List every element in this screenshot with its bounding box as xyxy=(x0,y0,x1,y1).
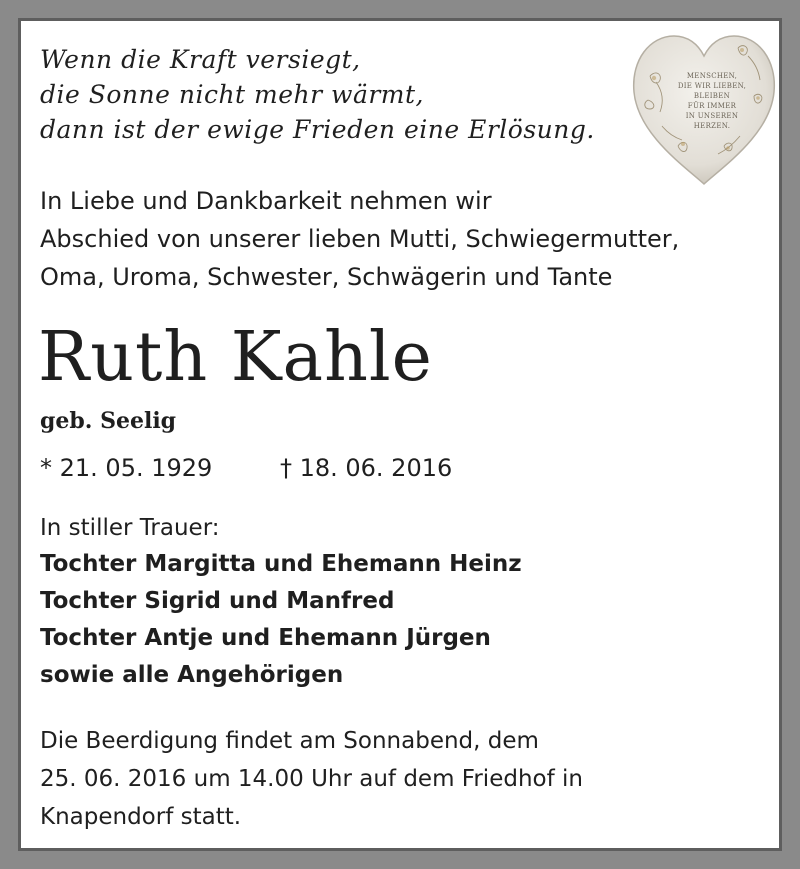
intro-line: Abschied von unserer lieben Mutti, Schwiegermutter, xyxy=(40,225,680,253)
heart-inscription: HERZEN. xyxy=(693,122,731,130)
poem-line: Wenn die Kraft versiegt, xyxy=(40,45,361,74)
mourner: sowie alle Angehörigen xyxy=(40,662,344,688)
deceased-name: Ruth Kahle xyxy=(38,318,433,397)
heart-inscription: DIE WIR LIEBEN, xyxy=(677,82,747,90)
funeral-line: 25. 06. 2016 um 14.00 Uhr auf dem Friedhof in xyxy=(40,766,583,792)
death-date: † 18. 06. 2016 xyxy=(279,454,453,482)
funeral-line: Knapendorf statt. xyxy=(40,804,242,830)
poem xyxy=(40,42,595,147)
mourner: Tochter Margitta und Ehemann Heinz xyxy=(40,551,522,577)
mourners-list xyxy=(40,546,522,694)
heart-stone-image xyxy=(628,26,780,188)
mourning-label: In stiller Trauer: xyxy=(40,515,220,541)
mourner: Tochter Sigrid und Manfred xyxy=(40,588,395,614)
life-dates xyxy=(40,450,452,486)
heart-inscription: BLEIBEN xyxy=(693,92,731,100)
birth-date: * 21. 05. 1929 xyxy=(40,454,213,482)
mourner: Tochter Antje und Ehemann Jürgen xyxy=(40,625,491,651)
maiden-name: geb. Seelig xyxy=(40,408,177,434)
poem-line: die Sonne nicht mehr wärmt, xyxy=(40,80,425,109)
heart-inscription: MENSCHEN, xyxy=(686,72,738,80)
heart-inscription: FÜR IMMER xyxy=(687,102,737,110)
intro-text xyxy=(40,182,679,296)
funeral-info xyxy=(40,722,583,836)
intro-line: Oma, Uroma, Schwester, Schwägerin und Tante xyxy=(40,263,613,291)
funeral-line: Die Beerdigung findet am Sonnabend, dem xyxy=(40,728,539,754)
heart-inscription: IN UNSEREN xyxy=(685,112,739,120)
intro-line: In Liebe und Dankbarkeit nehmen wir xyxy=(40,187,492,215)
poem-line: dann ist der ewige Frieden eine Erlösung. xyxy=(40,115,595,144)
